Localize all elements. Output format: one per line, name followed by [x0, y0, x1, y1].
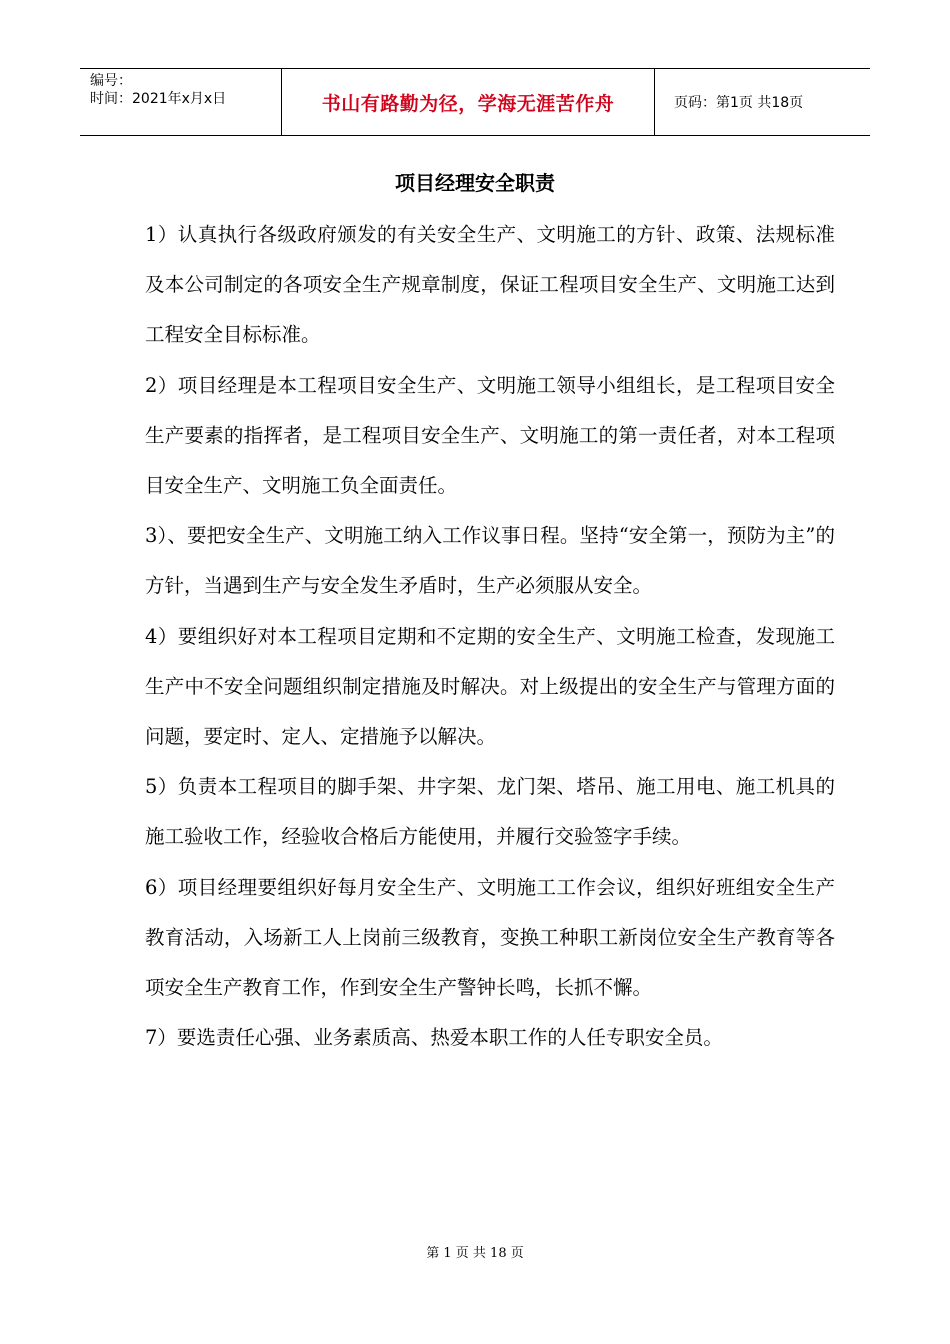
- paragraph: 1）认真执行各级政府颁发的有关安全生产、文明施工的方针、政策、法规标准及本公司制定的各项安全生产规章制度，保证工程项目安全生产、文明施工达到工程安全目标标准。: [145, 223, 835, 347]
- paragraph: 4）要组织好对本工程项目定期和不定期的安全生产、文明施工检查，发现施工生产中不安全问题组织制定措施及时解决。对上级提出的安全生产与管理方面的问题，要定时、定人、定措施予以解决。: [145, 624, 835, 749]
- page-footer: 第 1 页 共 18 页: [426, 1246, 524, 1261]
- header-page-info: [664, 69, 870, 135]
- document-header: [80, 68, 870, 136]
- time-label: 时间：2021年x月x日: [90, 91, 227, 107]
- header-divider: [654, 69, 655, 135]
- page-info-text: 页码：第1页 共18页: [674, 95, 804, 111]
- header-meta: [80, 69, 281, 135]
- paragraph: 3）、要把安全生产、文明施工纳入工作议事日程。坚持“安全第一，预防为主”的方针，当遇到生产与安全发生矛盾时，生产必须服从安全。: [145, 524, 835, 598]
- paragraph: 2）项目经理是本工程项目安全生产、文明施工领导小组组长，是工程项目安全生产要素的指挥者，是工程项目安全生产、文明施工的第一责任者，对本工程项目安全生产、文明施工负全面责任。: [145, 373, 835, 498]
- document-title: 项目经理安全职责: [395, 171, 555, 195]
- paragraph: 7）要选责任心强、业务素质高、热爱本职工作的人任专职安全员。: [145, 1026, 723, 1050]
- paragraph: 5）负责本工程项目的脚手架、井字架、龙门架、塔吊、施工用电、施工机具的施工验收工作，经验收合格后方能使用，并履行交验签字手续。: [145, 775, 835, 849]
- paragraph: 6）项目经理要组织好每月安全生产、文明施工工作会议，组织好班组安全生产教育活动，入场新工人上岗前三级教育，变换工种职工新岗位安全生产教育等各项安全生产教育工作，作到安全生产警钟长鸣，长抓不懈。: [145, 875, 835, 1000]
- number-label: 编号：: [90, 73, 132, 89]
- header-motto: 书山有路勤为径，学海无涯苦作舟: [321, 92, 615, 115]
- document-body: [145, 210, 835, 1063]
